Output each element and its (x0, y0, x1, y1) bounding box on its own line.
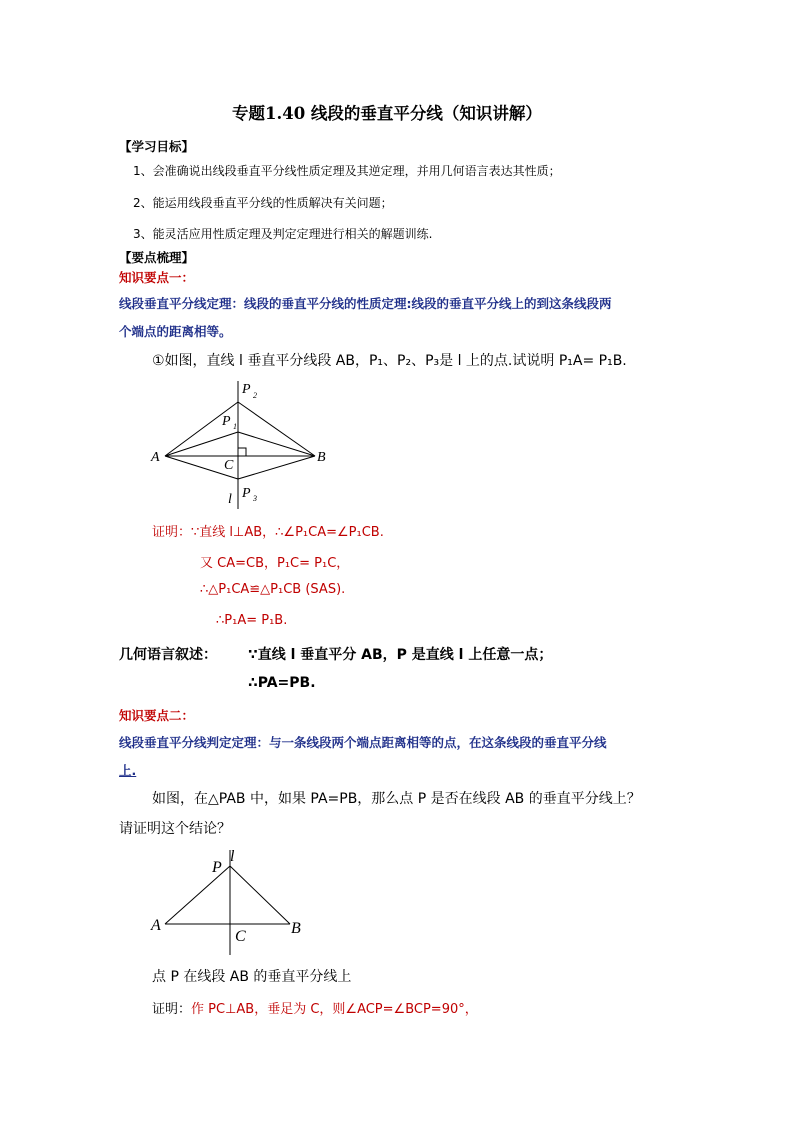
right-angle-mark (238, 448, 246, 456)
label-p1: P (222, 414, 231, 429)
point2-theorem-line2: 上. (119, 763, 137, 778)
goal-item-2: 2、能运用线段垂直平分线的性质解决有关问题； (133, 196, 393, 210)
point1-theorem-line2: 个端点的距离相等。 (119, 324, 232, 339)
geo-line2: ∴PA=PB. (248, 675, 316, 691)
proof1-line4: ∴P₁A= P₁B. (216, 613, 288, 628)
proof2-text: 作 PC⊥AB，垂足为 C，则∠ACP=∠BCP=90°， (191, 1002, 478, 1017)
point1-theorem-line1: 线段垂直平分线定理：线段的垂直平分线的性质定理:线段的垂直平分线上的到这条线段两 (119, 296, 612, 311)
point1-example: ①如图，直线 l 垂直平分线段 AB，P₁、P₂、P₃是 l 上的点.试说明 P₁A= P₁B. (152, 353, 627, 369)
point2-answer: 点 P 在线段 AB 的垂直平分线上 (152, 969, 352, 985)
goals-heading: 【学习目标】 (119, 139, 195, 154)
point2-label: 知识要点二： (119, 708, 195, 723)
proof1-line3: ∴△P₁CA≌△P₁CB (SAS). (200, 582, 346, 597)
point2-question-line1: 如图，在△PAB 中，如果 PA=PB，那么点 P 是否在线段 AB 的垂直平分线上？ (152, 791, 641, 807)
point2-theorem-line1: 线段垂直平分线判定定理：与一条线段两个端点距离相等的点，在这条线段的垂直平分线 (119, 735, 607, 750)
label-p2: P (242, 382, 251, 397)
label-a: A (151, 450, 160, 465)
segment-a-p2 (165, 402, 238, 456)
label-l: l (230, 848, 235, 865)
label-p2-sub: 2 (253, 391, 257, 400)
label-b: B (291, 920, 301, 937)
label-c: C (224, 458, 234, 473)
point2-proof (152, 998, 478, 1017)
segment-pb (230, 866, 290, 924)
segment-b-p2 (238, 402, 315, 456)
label-b: B (317, 450, 326, 465)
label-p3: P (242, 486, 251, 501)
label-p1-sub: 1 (233, 422, 237, 431)
figure-1-perpendicular-bisector (140, 375, 350, 515)
label-a: A (151, 917, 161, 934)
segment-b-p3 (238, 456, 315, 479)
goal-item-3: 3、能灵活应用性质定理及判定定理进行相关的解题训练. (133, 227, 433, 241)
proof1-line2: 又 CA=CB，P₁C= P₁C， (200, 556, 350, 571)
label-p: P (212, 859, 222, 876)
goal-item-1: 1、会准确说出线段垂直平分线性质定理及其逆定理，并用几何语言表达其性质； (133, 164, 561, 178)
label-c: C (235, 928, 246, 945)
label-l: l (228, 492, 232, 507)
segment-b-p1 (238, 432, 315, 456)
page-title: 专题1.40 线段的垂直平分线（知识讲解） (232, 104, 542, 123)
point1-label: 知识要点一： (119, 270, 195, 285)
label-p3-sub: 3 (253, 494, 257, 503)
proof1-line1: 证明：∵直线 l⊥AB，∴∠P₁CA=∠P₁CB. (152, 525, 384, 540)
point2-question-line2: 请证明这个结论？ (119, 821, 231, 837)
proof2-prefix: 证明： (152, 1002, 192, 1017)
figure-2-triangle-pab (140, 840, 320, 960)
segment-a-p1 (165, 432, 238, 456)
points-heading: 【要点梳理】 (119, 250, 195, 265)
geo-line1: ∵直线 l 垂直平分 AB，P 是直线 l 上任意一点； (248, 647, 553, 663)
geo-label: 几何语言叙述： (119, 647, 217, 663)
